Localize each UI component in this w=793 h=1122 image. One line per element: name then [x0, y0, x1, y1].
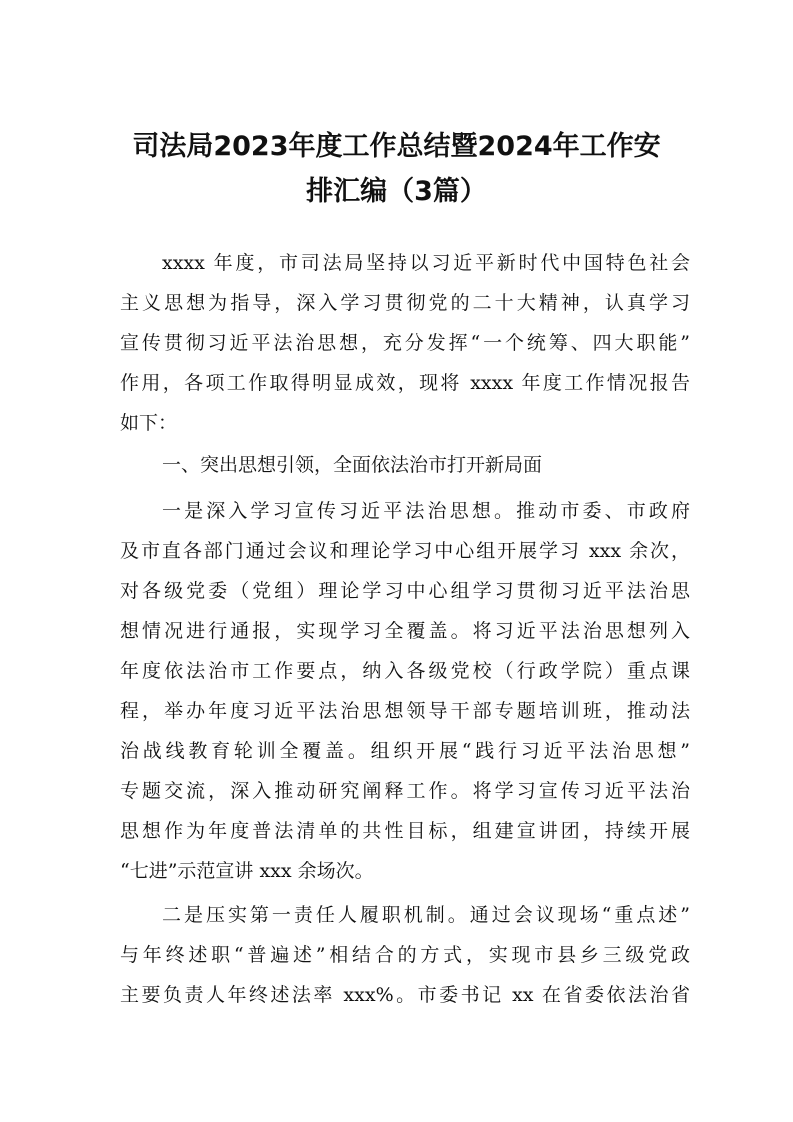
body-line: xxxx 年度，市司法局坚持以习近平新时代中国特色社会 — [162, 252, 690, 274]
body-line: 想情况进行通报，实现学习全覆盖。将习近平法治思想列入 — [120, 620, 690, 642]
body-line: 及市直各部门通过会议和理论学习中心组开展学习 xxx 余次， — [120, 540, 690, 562]
body-line: 治战线教育轮训全覆盖。组织开展“践行习近平法治思想” — [120, 740, 690, 762]
body-line: 对各级党委（党组）理论学习中心组学习贯彻习近平法治思 — [120, 580, 690, 602]
body-line: 如下： — [120, 412, 178, 434]
body-line: 作用，各项工作取得明显成效，现将 xxxx 年度工作情况报告 — [120, 372, 690, 394]
body-line: 主义思想为指导，深入学习贯彻党的二十大精神，认真学习 — [120, 292, 690, 314]
body-line: 宣传贯彻习近平法治思想，充分发挥“一个统筹、四大职能” — [120, 332, 690, 354]
body-line: 专题交流，深入推动研究阐释工作。将学习宣传习近平法治 — [120, 780, 690, 802]
body-line: 二是压实第一责任人履职机制。通过会议现场“重点述” — [162, 904, 690, 926]
body-line: 一是深入学习宣传习近平法治思想。推动市委、市政府 — [162, 500, 690, 522]
body-line: “七进”示范宣讲 xxx 余场次。 — [120, 860, 374, 882]
section-heading: 一、突出思想引领，全面依法治市打开新局面 — [162, 454, 543, 476]
body-line: 主要负责人年终述法率 xxx%。市委书记 xx 在省委依法治省 — [120, 984, 690, 1006]
body-line: 与年终述职“普遍述”相结合的方式，实现市县乡三级党政 — [120, 944, 690, 966]
body-line: 年度依法治市工作要点，纳入各级党校（行政学院）重点课 — [120, 660, 690, 682]
document-title-line-1: 司法局2023年度工作总结暨2024年工作安 — [132, 131, 661, 162]
body-line: 思想作为年度普法清单的共性目标，组建宣讲团，持续开展 — [120, 820, 690, 842]
body-line: 程，举办年度习近平法治思想领导干部专题培训班，推动法 — [120, 700, 690, 722]
document-title-line-2: 排汇编（3篇） — [306, 176, 487, 207]
